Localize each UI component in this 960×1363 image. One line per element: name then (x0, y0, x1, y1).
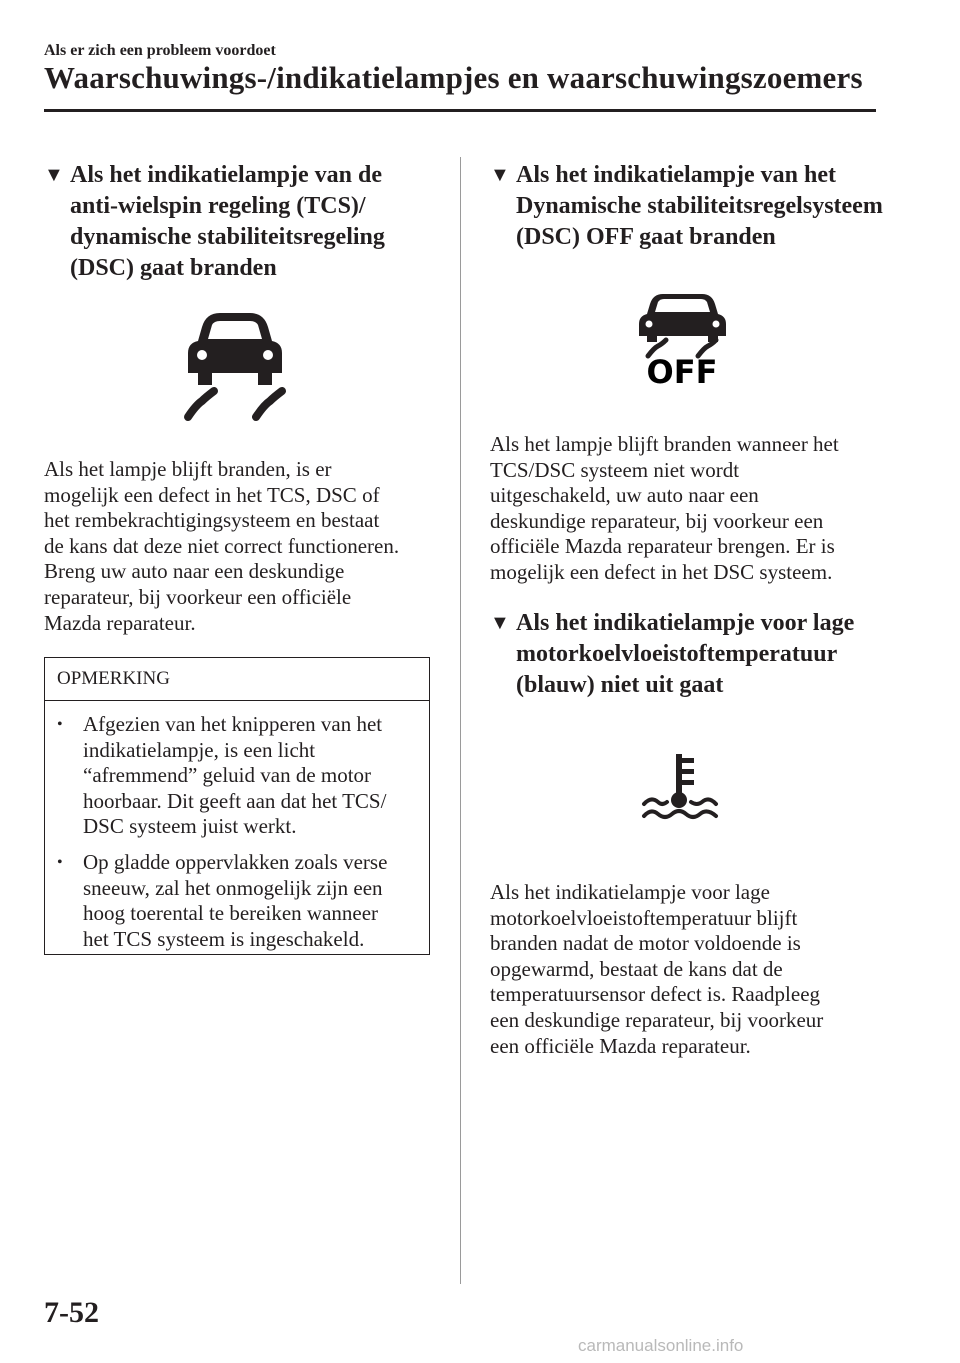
paragraph-line: TCS/DSC systeem niet wordt (490, 457, 740, 482)
triangle-marker-icon: ▼ (44, 164, 64, 186)
header-rule (44, 109, 876, 112)
note-box (44, 657, 430, 955)
heading-line: Als het indikatielampje van de (70, 162, 383, 188)
paragraph-coolant-temp (490, 880, 910, 1059)
paragraph-line: mogelijk een defect in het TCS, DSC of (44, 482, 380, 507)
heading-line: anti-wielspin regeling (TCS)/ (70, 193, 366, 219)
paragraph-line: branden nadat de motor voldoende is (490, 931, 801, 956)
note-line: “afremmend” geluid van de motor (83, 763, 372, 788)
breadcrumb: Als er zich een probleem voordoet (44, 42, 276, 59)
heading-line: motorkoelvloeistoftemperatuur (516, 641, 838, 667)
paragraph-line: de kans dat deze niet correct functioneren. (44, 533, 400, 558)
section-heading-tcs-dsc (44, 160, 444, 290)
paragraph-line: Als het lampje blijft branden, is er (44, 457, 332, 481)
paragraph-line: officiële Mazda reparateur brengen. Er is (490, 534, 835, 559)
heading-line: dynamische stabiliteitsregeling (70, 224, 385, 250)
paragraph-line: Als het indikatielampje voor lage (490, 880, 770, 904)
triangle-marker-icon: ▼ (490, 164, 510, 186)
note-line: indikatielampje, is een licht (83, 737, 316, 762)
note-line: Op gladde oppervlakken zoals verse (83, 850, 388, 874)
note-line: hoorbaar. Dit geeft aan dat het TCS/ (83, 788, 387, 813)
note-line: sneeuw, zal het onmogelijk zijn een (83, 875, 383, 900)
paragraph-line: mogelijk een defect in het DSC systeem. (490, 559, 833, 584)
watermark: carmanualsonline.info (578, 1336, 744, 1355)
coolant-temperature-icon (640, 752, 720, 822)
column-divider (460, 157, 461, 1284)
paragraph-line: een officiële Mazda reparateur. (490, 1033, 751, 1058)
section-heading-coolant-temp (490, 608, 910, 708)
paragraph-line: Breng uw auto naar een deskundige (44, 559, 345, 584)
heading-line: (blauw) niet uit gaat (516, 672, 724, 698)
paragraph-line: reparateur, bij voorkeur een officiële (44, 584, 352, 609)
heading-line: Als het indikatielampje van het (516, 162, 837, 188)
note-header (45, 658, 429, 701)
heading-line: (DSC) gaat branden (70, 255, 277, 281)
paragraph-tcs-dsc (44, 457, 444, 636)
note-line: DSC systeem juist werkt. (83, 814, 297, 839)
paragraph-line: temperatuursensor defect is. Raadpleeg (490, 982, 821, 1007)
paragraph-line: deskundige reparateur, bij voorkeur een (490, 508, 824, 533)
heading-line: Dynamische stabiliteitsregelsysteem (516, 193, 883, 219)
paragraph-line: het rembekrachtigingsysteem en bestaat (44, 508, 380, 533)
bullet-icon: • (57, 854, 63, 871)
dsc-off-label: OFF (646, 353, 718, 385)
paragraph-dsc-off (490, 432, 910, 586)
dsc-off-icon (630, 290, 735, 385)
heading-line: (DSC) OFF gaat branden (516, 224, 776, 250)
note-title: OPMERKING (57, 668, 170, 689)
paragraph-line: motorkoelvloeistoftemperatuur blijft (490, 905, 798, 930)
note-line: Afgezien van het knipperen van het (83, 712, 383, 736)
section-heading-dsc-off (490, 160, 910, 260)
heading-line: Als het indikatielampje voor lage (516, 610, 855, 636)
chapter-title: Waarschuwings-/indikatielampjes en waarschuwingszoemers (44, 60, 863, 95)
paragraph-line: opgewarmd, bestaat de kans dat de (490, 956, 783, 981)
paragraph-line: uitgeschakeld, uw auto naar een (490, 483, 759, 508)
note-line: het TCS systeem is ingeschakeld. (83, 926, 365, 951)
paragraph-line: Mazda reparateur. (44, 610, 196, 635)
note-line: hoog toerental te bereiken wanneer (83, 901, 379, 926)
tcs-dsc-skid-car-icon (180, 305, 290, 425)
paragraph-line: Als het lampje blijft branden wanneer het (490, 432, 839, 456)
bullet-icon: • (57, 716, 63, 733)
triangle-marker-icon: ▼ (490, 612, 510, 634)
page-number: 7-52 (44, 1296, 99, 1329)
paragraph-line: een deskundige reparateur, bij voorkeur (490, 1007, 824, 1032)
